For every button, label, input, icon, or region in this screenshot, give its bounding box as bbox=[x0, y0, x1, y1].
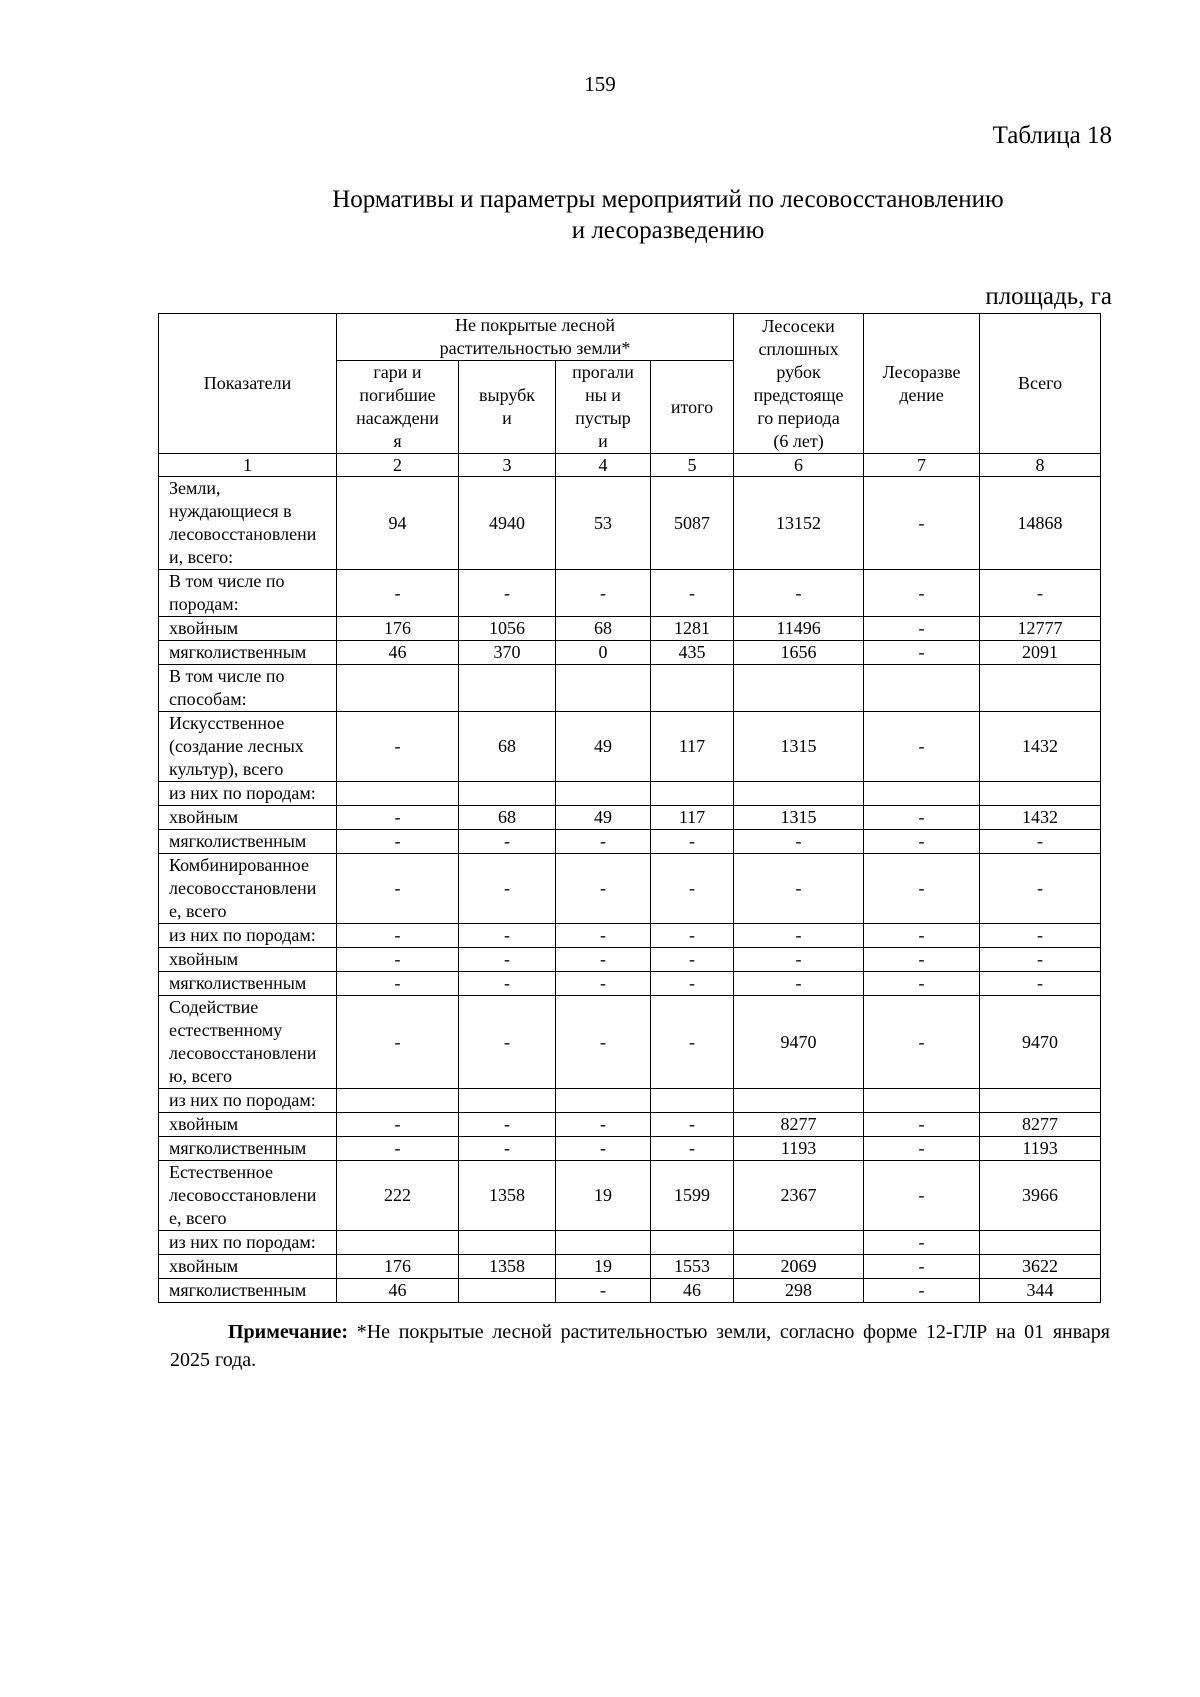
table-cell: 3966 bbox=[980, 1161, 1101, 1231]
table-cell: 117 bbox=[651, 806, 734, 830]
table-row bbox=[159, 972, 1101, 996]
table-row bbox=[159, 617, 1101, 641]
table-cell: 1656 bbox=[734, 641, 864, 665]
cell-line: е, всего bbox=[169, 1208, 227, 1228]
table-cell: 3622 bbox=[980, 1255, 1101, 1279]
table-cell: - bbox=[980, 854, 1101, 924]
table-row bbox=[159, 924, 1101, 948]
table-cell bbox=[734, 1231, 864, 1255]
table-row bbox=[159, 1113, 1101, 1137]
table-row bbox=[159, 948, 1101, 972]
table-cell: - bbox=[337, 972, 459, 996]
table-cell bbox=[459, 1279, 556, 1303]
cell-line: В том числе по bbox=[169, 571, 285, 591]
table-cell: - bbox=[864, 1137, 980, 1161]
row-label bbox=[159, 1089, 337, 1113]
table-cell: 12777 bbox=[980, 617, 1101, 641]
column-number: 3 bbox=[459, 454, 556, 477]
table-cell bbox=[734, 665, 864, 712]
cell-line: Лесоразве bbox=[882, 361, 961, 382]
cell-line: культур), всего bbox=[169, 759, 284, 779]
table-cell: - bbox=[980, 830, 1101, 854]
table-cell: - bbox=[651, 972, 734, 996]
table-cell: 2367 bbox=[734, 1161, 864, 1231]
cell-line: сплошных bbox=[758, 338, 839, 359]
table-row bbox=[159, 1137, 1101, 1161]
row-label bbox=[159, 830, 337, 854]
table-cell bbox=[556, 782, 651, 806]
table-cell: - bbox=[651, 570, 734, 617]
table-cell bbox=[980, 782, 1101, 806]
table-cell: 370 bbox=[459, 641, 556, 665]
table-cell: 8277 bbox=[734, 1113, 864, 1137]
table-cell bbox=[459, 665, 556, 712]
table-cell: 19 bbox=[556, 1255, 651, 1279]
table-cell: 2069 bbox=[734, 1255, 864, 1279]
table-cell: - bbox=[459, 1137, 556, 1161]
table-cell: 94 bbox=[337, 477, 459, 570]
table-cell: 1315 bbox=[734, 806, 864, 830]
unit-label: площадь, га bbox=[985, 283, 1112, 310]
cell-line: мягколиственным bbox=[169, 831, 307, 851]
table-cell: - bbox=[734, 924, 864, 948]
cell-line: Содействие bbox=[169, 997, 259, 1017]
table-cell bbox=[556, 665, 651, 712]
cell-line: хвойным bbox=[169, 1256, 239, 1276]
table-cell: - bbox=[734, 830, 864, 854]
table-row bbox=[159, 1089, 1101, 1113]
table-cell: - bbox=[337, 854, 459, 924]
cell-line: Земли, bbox=[169, 478, 221, 498]
table-cell: 5087 bbox=[651, 477, 734, 570]
table-cell: - bbox=[337, 806, 459, 830]
table-cell: - bbox=[337, 924, 459, 948]
table-cell: - bbox=[337, 570, 459, 617]
table-cell: - bbox=[980, 570, 1101, 617]
table-cell: - bbox=[556, 854, 651, 924]
header-afforestation bbox=[864, 314, 980, 454]
table-cell: - bbox=[864, 924, 980, 948]
row-label bbox=[159, 782, 337, 806]
table-cell: 1358 bbox=[459, 1255, 556, 1279]
table-cell: 49 bbox=[556, 712, 651, 782]
table-row bbox=[159, 712, 1101, 782]
cell-line: мягколиственным bbox=[169, 1138, 307, 1158]
table-cell bbox=[651, 1231, 734, 1255]
table-cell: - bbox=[864, 1231, 980, 1255]
table-cell: - bbox=[651, 996, 734, 1089]
table-cell: - bbox=[864, 1279, 980, 1303]
cell-line: из них по породам: bbox=[169, 783, 316, 803]
table-cell: 46 bbox=[337, 641, 459, 665]
table-cell: 14868 bbox=[980, 477, 1101, 570]
table-cell: - bbox=[864, 948, 980, 972]
table-cell: 1358 bbox=[459, 1161, 556, 1231]
table-cell: 8277 bbox=[980, 1113, 1101, 1137]
table-cell: 1315 bbox=[734, 712, 864, 782]
table-cell: 9470 bbox=[734, 996, 864, 1089]
cell-line: пустыр bbox=[575, 408, 631, 428]
table-cell bbox=[459, 1089, 556, 1113]
cell-line: вырубк bbox=[478, 385, 536, 405]
table-cell: - bbox=[980, 972, 1101, 996]
table-cell: - bbox=[459, 996, 556, 1089]
cell-line: е, всего bbox=[169, 901, 227, 921]
footnote-lead: Примечание: bbox=[228, 1321, 349, 1343]
table-cell: 53 bbox=[556, 477, 651, 570]
cell-line: способам: bbox=[169, 689, 247, 709]
cell-line: и bbox=[502, 408, 512, 428]
table-row bbox=[159, 665, 1101, 712]
table-cell bbox=[734, 782, 864, 806]
table-cell: 46 bbox=[651, 1279, 734, 1303]
cell-line: Не покрытые лесной bbox=[454, 315, 616, 335]
cell-line: Комбинированное bbox=[169, 855, 309, 875]
column-number: 7 bbox=[864, 454, 980, 477]
table-cell: - bbox=[459, 972, 556, 996]
table-cell: - bbox=[864, 996, 980, 1089]
table-header bbox=[159, 314, 1101, 477]
row-label bbox=[159, 1137, 337, 1161]
cell-line: хвойным bbox=[169, 949, 239, 969]
table-cell bbox=[980, 1231, 1101, 1255]
table-cell: - bbox=[734, 570, 864, 617]
cell-line: нуждающиеся в bbox=[169, 501, 292, 521]
header-unforested-lands bbox=[337, 314, 734, 361]
row-label bbox=[159, 854, 337, 924]
table-cell: - bbox=[459, 830, 556, 854]
table-cell: 435 bbox=[651, 641, 734, 665]
table-cell: - bbox=[337, 830, 459, 854]
table-row bbox=[159, 1161, 1101, 1231]
table-cell: - bbox=[980, 924, 1101, 948]
table-row bbox=[159, 641, 1101, 665]
table-cell: - bbox=[556, 570, 651, 617]
table-title-line-2: и лесоразведению bbox=[571, 217, 765, 244]
column-number: 6 bbox=[734, 454, 864, 477]
header-subtotal: итого bbox=[651, 361, 734, 454]
row-label bbox=[159, 1279, 337, 1303]
cell-line: лесовосстановлени bbox=[169, 878, 317, 898]
table-cell: - bbox=[556, 948, 651, 972]
cell-line: и bbox=[598, 431, 608, 451]
table-cell: 176 bbox=[337, 1255, 459, 1279]
table-cell: - bbox=[864, 1113, 980, 1137]
header-indicators: Показатели bbox=[159, 314, 337, 454]
forest-restoration-table bbox=[158, 313, 1101, 1303]
cell-line: рубок bbox=[776, 361, 821, 382]
table-cell: - bbox=[556, 1137, 651, 1161]
table-cell bbox=[337, 1231, 459, 1255]
row-label bbox=[159, 924, 337, 948]
row-label bbox=[159, 1255, 337, 1279]
cell-line: естественному bbox=[169, 1020, 283, 1040]
cell-line: погибшие bbox=[359, 385, 436, 405]
column-number: 2 bbox=[337, 454, 459, 477]
table-cell bbox=[864, 1089, 980, 1113]
table-cell: 68 bbox=[459, 712, 556, 782]
cell-line: ны и bbox=[585, 385, 621, 405]
table-cell bbox=[651, 665, 734, 712]
table-cell: 1432 bbox=[980, 806, 1101, 830]
table-cell bbox=[459, 1231, 556, 1255]
footnote-text: *Не покрытые лесной растительностью земли, согласно форме 12-ГЛР на 01 января 2025 года. bbox=[170, 1321, 1110, 1371]
row-label bbox=[159, 996, 337, 1089]
cell-line: лесовосстановлени bbox=[169, 524, 317, 544]
cell-line: я bbox=[393, 431, 402, 451]
cell-line: мягколиственным bbox=[169, 1280, 307, 1300]
table-cell: - bbox=[556, 996, 651, 1089]
cell-line: гари и bbox=[373, 362, 422, 382]
table-cell: - bbox=[556, 972, 651, 996]
cell-line: из них по породам: bbox=[169, 925, 316, 945]
column-number: 4 bbox=[556, 454, 651, 477]
table-cell: - bbox=[864, 806, 980, 830]
table-cell: 13152 bbox=[734, 477, 864, 570]
table-cell: 49 bbox=[556, 806, 651, 830]
table-cell: 19 bbox=[556, 1161, 651, 1231]
table-title bbox=[238, 184, 1098, 246]
table-cell: 344 bbox=[980, 1279, 1101, 1303]
row-label bbox=[159, 806, 337, 830]
header-clearcut-areas bbox=[734, 314, 864, 454]
table-row bbox=[159, 1231, 1101, 1255]
row-label bbox=[159, 641, 337, 665]
table-cell: 1553 bbox=[651, 1255, 734, 1279]
table-cell bbox=[864, 665, 980, 712]
header-cuttings bbox=[459, 361, 556, 454]
table-cell: 11496 bbox=[734, 617, 864, 641]
table-row bbox=[159, 570, 1101, 617]
row-label bbox=[159, 972, 337, 996]
table-cell: - bbox=[864, 1255, 980, 1279]
row-label bbox=[159, 948, 337, 972]
table-cell: - bbox=[864, 617, 980, 641]
table-cell: - bbox=[459, 948, 556, 972]
table-cell bbox=[556, 1089, 651, 1113]
table-cell: - bbox=[459, 1113, 556, 1137]
column-number-row bbox=[159, 454, 1101, 477]
row-label bbox=[159, 570, 337, 617]
header-total: Всего bbox=[980, 314, 1101, 454]
cell-line: хвойным bbox=[169, 618, 239, 638]
cell-line: мягколиственным bbox=[169, 642, 307, 662]
table-cell: 4940 bbox=[459, 477, 556, 570]
table-cell: - bbox=[864, 1161, 980, 1231]
cell-line: прогали bbox=[572, 362, 634, 382]
page-number: 159 bbox=[584, 72, 616, 96]
cell-line: лесовосстановлени bbox=[169, 1185, 317, 1205]
table-cell bbox=[337, 1089, 459, 1113]
cell-line: В том числе по bbox=[169, 666, 285, 686]
table-row bbox=[159, 806, 1101, 830]
column-number: 8 bbox=[980, 454, 1101, 477]
header-glades bbox=[556, 361, 651, 454]
table-cell: 1599 bbox=[651, 1161, 734, 1231]
cell-line: дение bbox=[899, 384, 944, 405]
table-cell: - bbox=[734, 854, 864, 924]
table-cell bbox=[337, 782, 459, 806]
table-cell: 0 bbox=[556, 641, 651, 665]
table-cell: 176 bbox=[337, 617, 459, 641]
table-cell: - bbox=[864, 570, 980, 617]
table-cell bbox=[980, 665, 1101, 712]
table-cell: 117 bbox=[651, 712, 734, 782]
cell-line: хвойным bbox=[169, 807, 239, 827]
cell-line: ю, всего bbox=[169, 1066, 232, 1086]
table-cell: 298 bbox=[734, 1279, 864, 1303]
row-label bbox=[159, 617, 337, 641]
row-label bbox=[159, 477, 337, 570]
cell-line: предстояще bbox=[753, 384, 844, 405]
table-cell: - bbox=[556, 830, 651, 854]
cell-line: насаждени bbox=[356, 408, 439, 428]
table-cell: 222 bbox=[337, 1161, 459, 1231]
table-cell: - bbox=[864, 830, 980, 854]
table-cell: - bbox=[651, 830, 734, 854]
column-number: 5 bbox=[651, 454, 734, 477]
header-burns bbox=[337, 361, 459, 454]
table-row bbox=[159, 477, 1101, 570]
table-cell: - bbox=[980, 948, 1101, 972]
cell-line: Лесосеки bbox=[762, 315, 835, 336]
table-cell: 1193 bbox=[734, 1137, 864, 1161]
cell-line: (6 лет) bbox=[773, 430, 824, 451]
table-cell: - bbox=[864, 854, 980, 924]
cell-line: Естественное bbox=[169, 1162, 274, 1182]
table-cell: - bbox=[651, 854, 734, 924]
table-cell: - bbox=[651, 1113, 734, 1137]
table-cell: 68 bbox=[459, 806, 556, 830]
row-label bbox=[159, 1231, 337, 1255]
table-cell: - bbox=[651, 924, 734, 948]
table-cell: - bbox=[864, 712, 980, 782]
table-cell: 46 bbox=[337, 1279, 459, 1303]
table-cell: 2091 bbox=[980, 641, 1101, 665]
table-title-line-1: Нормативы и параметры мероприятий по лесовосстановлению bbox=[332, 186, 1004, 213]
table-cell: - bbox=[651, 948, 734, 972]
table-cell: - bbox=[337, 1137, 459, 1161]
table-cell: - bbox=[337, 712, 459, 782]
cell-line: мягколиственным bbox=[169, 973, 307, 993]
table-body bbox=[159, 477, 1101, 1303]
cell-line: лесовосстановлени bbox=[169, 1043, 317, 1063]
table-cell: - bbox=[459, 924, 556, 948]
table-cell bbox=[337, 665, 459, 712]
table-row bbox=[159, 1255, 1101, 1279]
table-cell bbox=[980, 1089, 1101, 1113]
table-row bbox=[159, 782, 1101, 806]
table-cell: 68 bbox=[556, 617, 651, 641]
cell-line: из них по породам: bbox=[169, 1232, 316, 1252]
table-cell: - bbox=[556, 1113, 651, 1137]
row-label bbox=[159, 712, 337, 782]
table-cell: 9470 bbox=[980, 996, 1101, 1089]
table-cell: - bbox=[556, 924, 651, 948]
cell-line: Искусственное bbox=[169, 713, 285, 733]
table-row bbox=[159, 854, 1101, 924]
table-cell: - bbox=[337, 1113, 459, 1137]
table-cell bbox=[864, 782, 980, 806]
table-cell: - bbox=[864, 477, 980, 570]
table-row bbox=[159, 1279, 1101, 1303]
table-cell bbox=[651, 1089, 734, 1113]
column-number: 1 bbox=[159, 454, 337, 477]
cell-line: породам: bbox=[169, 594, 239, 614]
table-cell: - bbox=[734, 972, 864, 996]
table-cell bbox=[459, 782, 556, 806]
table-cell: - bbox=[556, 1279, 651, 1303]
row-label bbox=[159, 1113, 337, 1137]
cell-line: хвойным bbox=[169, 1114, 239, 1134]
footnote bbox=[170, 1318, 1110, 1374]
table-label: Таблица 18 bbox=[992, 122, 1112, 149]
cell-line: го периода bbox=[757, 407, 840, 428]
table-cell bbox=[651, 782, 734, 806]
table-cell bbox=[556, 1231, 651, 1255]
table-cell: 1193 bbox=[980, 1137, 1101, 1161]
table-cell bbox=[734, 1089, 864, 1113]
cell-line: и, всего: bbox=[169, 547, 234, 567]
table-cell: 1432 bbox=[980, 712, 1101, 782]
table-cell: - bbox=[459, 854, 556, 924]
table-cell: 1281 bbox=[651, 617, 734, 641]
table-row bbox=[159, 830, 1101, 854]
table-cell: - bbox=[734, 948, 864, 972]
table-cell: 1056 bbox=[459, 617, 556, 641]
cell-line: из них по породам: bbox=[169, 1090, 316, 1110]
row-label bbox=[159, 665, 337, 712]
table-cell: - bbox=[651, 1137, 734, 1161]
table-cell: - bbox=[864, 972, 980, 996]
cell-line: (создание лесных bbox=[169, 736, 304, 756]
table-cell: - bbox=[337, 948, 459, 972]
table-cell: - bbox=[337, 996, 459, 1089]
cell-line: растительностью земли* bbox=[439, 338, 631, 358]
table-cell: - bbox=[864, 641, 980, 665]
table-cell: - bbox=[459, 570, 556, 617]
table-row bbox=[159, 996, 1101, 1089]
row-label bbox=[159, 1161, 337, 1231]
